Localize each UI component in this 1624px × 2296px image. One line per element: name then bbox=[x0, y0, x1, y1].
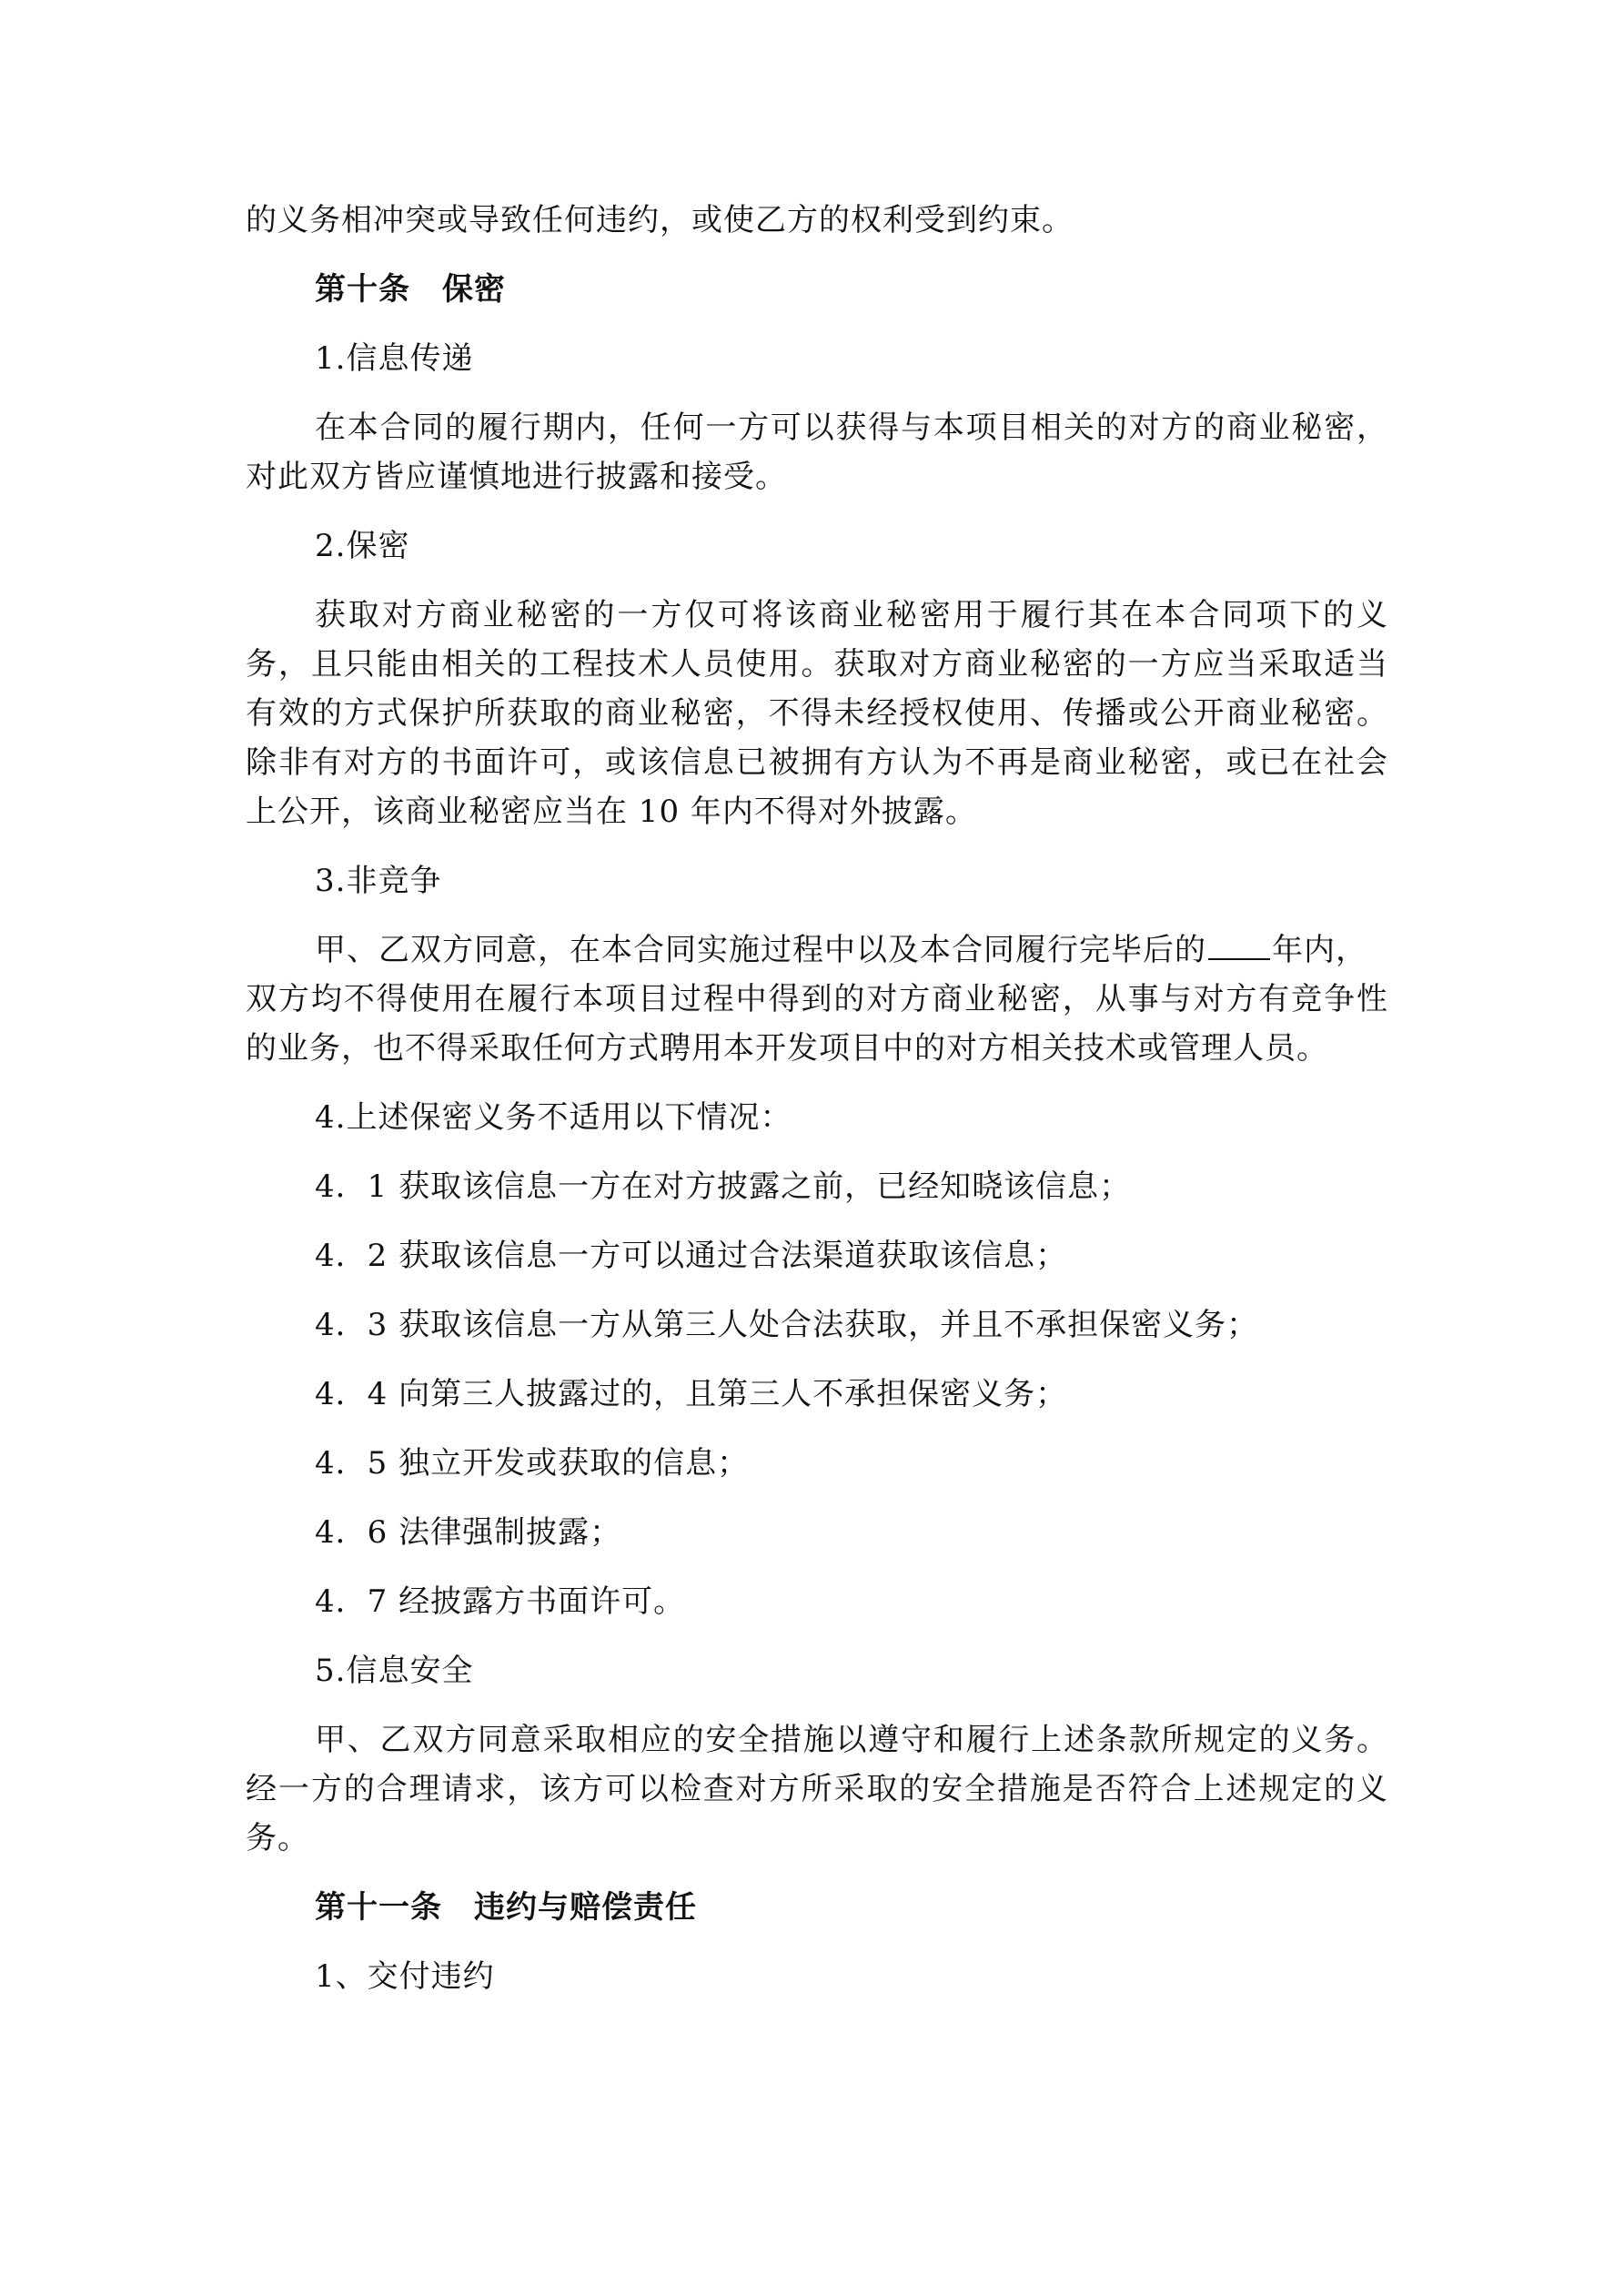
list-item: 4．2 获取该信息一方可以通过合法渠道获取该信息； bbox=[315, 1238, 1068, 1274]
paragraph-line: 务，且只能由相关的工程技术人员使用。获取对方商业秘密的一方应当采取适当 bbox=[246, 646, 1388, 683]
paragraph-line: 在本合同的履行期内，任何一方可以获得与本项目相关的对方的商业秘密， bbox=[315, 410, 1388, 446]
paragraph-line bbox=[246, 925, 1388, 975]
list-item: 4．1 获取该信息一方在对方披露之前，已经知晓该信息； bbox=[315, 1168, 1132, 1205]
section-4-title: 4.上述保密义务不适用以下情况： bbox=[315, 1099, 792, 1136]
document-page bbox=[246, 196, 1388, 2001]
paragraph-line: 的义务相冲突或导致任何违约，或使乙方的权利受到约束。 bbox=[246, 202, 1074, 238]
paragraph-line: 除非有对方的书面许可，或该信息已被拥有方认为不再是商业秘密，或已在社会 bbox=[246, 744, 1388, 781]
list-item: 4．3 获取该信息一方从第三人处合法获取，并且不承担保密义务； bbox=[315, 1307, 1259, 1343]
section-title: 1、交付违约 bbox=[315, 1958, 495, 1995]
section-3-title: 3.非竞争 bbox=[315, 863, 442, 899]
section-2-title: 2.保密 bbox=[315, 528, 410, 564]
paragraph-line: 务。 bbox=[246, 1820, 309, 1856]
text-segment: 年内， bbox=[1272, 932, 1367, 968]
paragraph-line: 经一方的合理请求，该方可以检查对方所采取的安全措施是否符合上述规定的义 bbox=[246, 1771, 1388, 1807]
paragraph-line: 双方均不得使用在履行本项目过程中得到的对方商业秘密，从事与对方有竞争性 bbox=[246, 981, 1388, 1017]
fill-in-blank bbox=[1208, 931, 1270, 960]
list-item: 4．6 法律强制披露； bbox=[315, 1514, 622, 1551]
paragraph-line: 甲、乙双方同意采取相应的安全措施以遵守和履行上述条款所规定的义务。 bbox=[315, 1722, 1388, 1758]
paragraph-line: 上公开，该商业秘密应当在 10 年内不得对外披露。 bbox=[246, 794, 977, 830]
list-item: 4．4 向第三人披露过的，且第三人不承担保密义务； bbox=[315, 1376, 1068, 1412]
list-item: 4．5 独立开发或获取的信息； bbox=[315, 1445, 750, 1482]
section-5-title: 5.信息安全 bbox=[315, 1653, 474, 1689]
paragraph-line: 获取对方商业秘密的一方仅可将该商业秘密用于履行其在本合同项下的义 bbox=[315, 597, 1388, 633]
paragraph-line: 有效的方式保护所获取的商业秘密，不得未经授权使用、传播或公开商业秘密。 bbox=[246, 695, 1388, 732]
article-11-title: 第十一条 违约与赔偿责任 bbox=[315, 1889, 697, 1926]
list-item: 4．7 经披露方书面许可。 bbox=[315, 1583, 686, 1620]
paragraph-line: 对此双方皆应谨慎地进行披露和接受。 bbox=[246, 459, 787, 495]
text-segment: 甲、乙双方同意，在本合同实施过程中以及本合同履行完毕后的 bbox=[315, 932, 1206, 968]
section-1-title: 1.信息传递 bbox=[315, 340, 474, 377]
paragraph-line: 的业务，也不得采取任何方式聘用本开发项目中的对方相关技术或管理人员。 bbox=[246, 1030, 1328, 1067]
article-10-title: 第十条 保密 bbox=[315, 271, 506, 308]
